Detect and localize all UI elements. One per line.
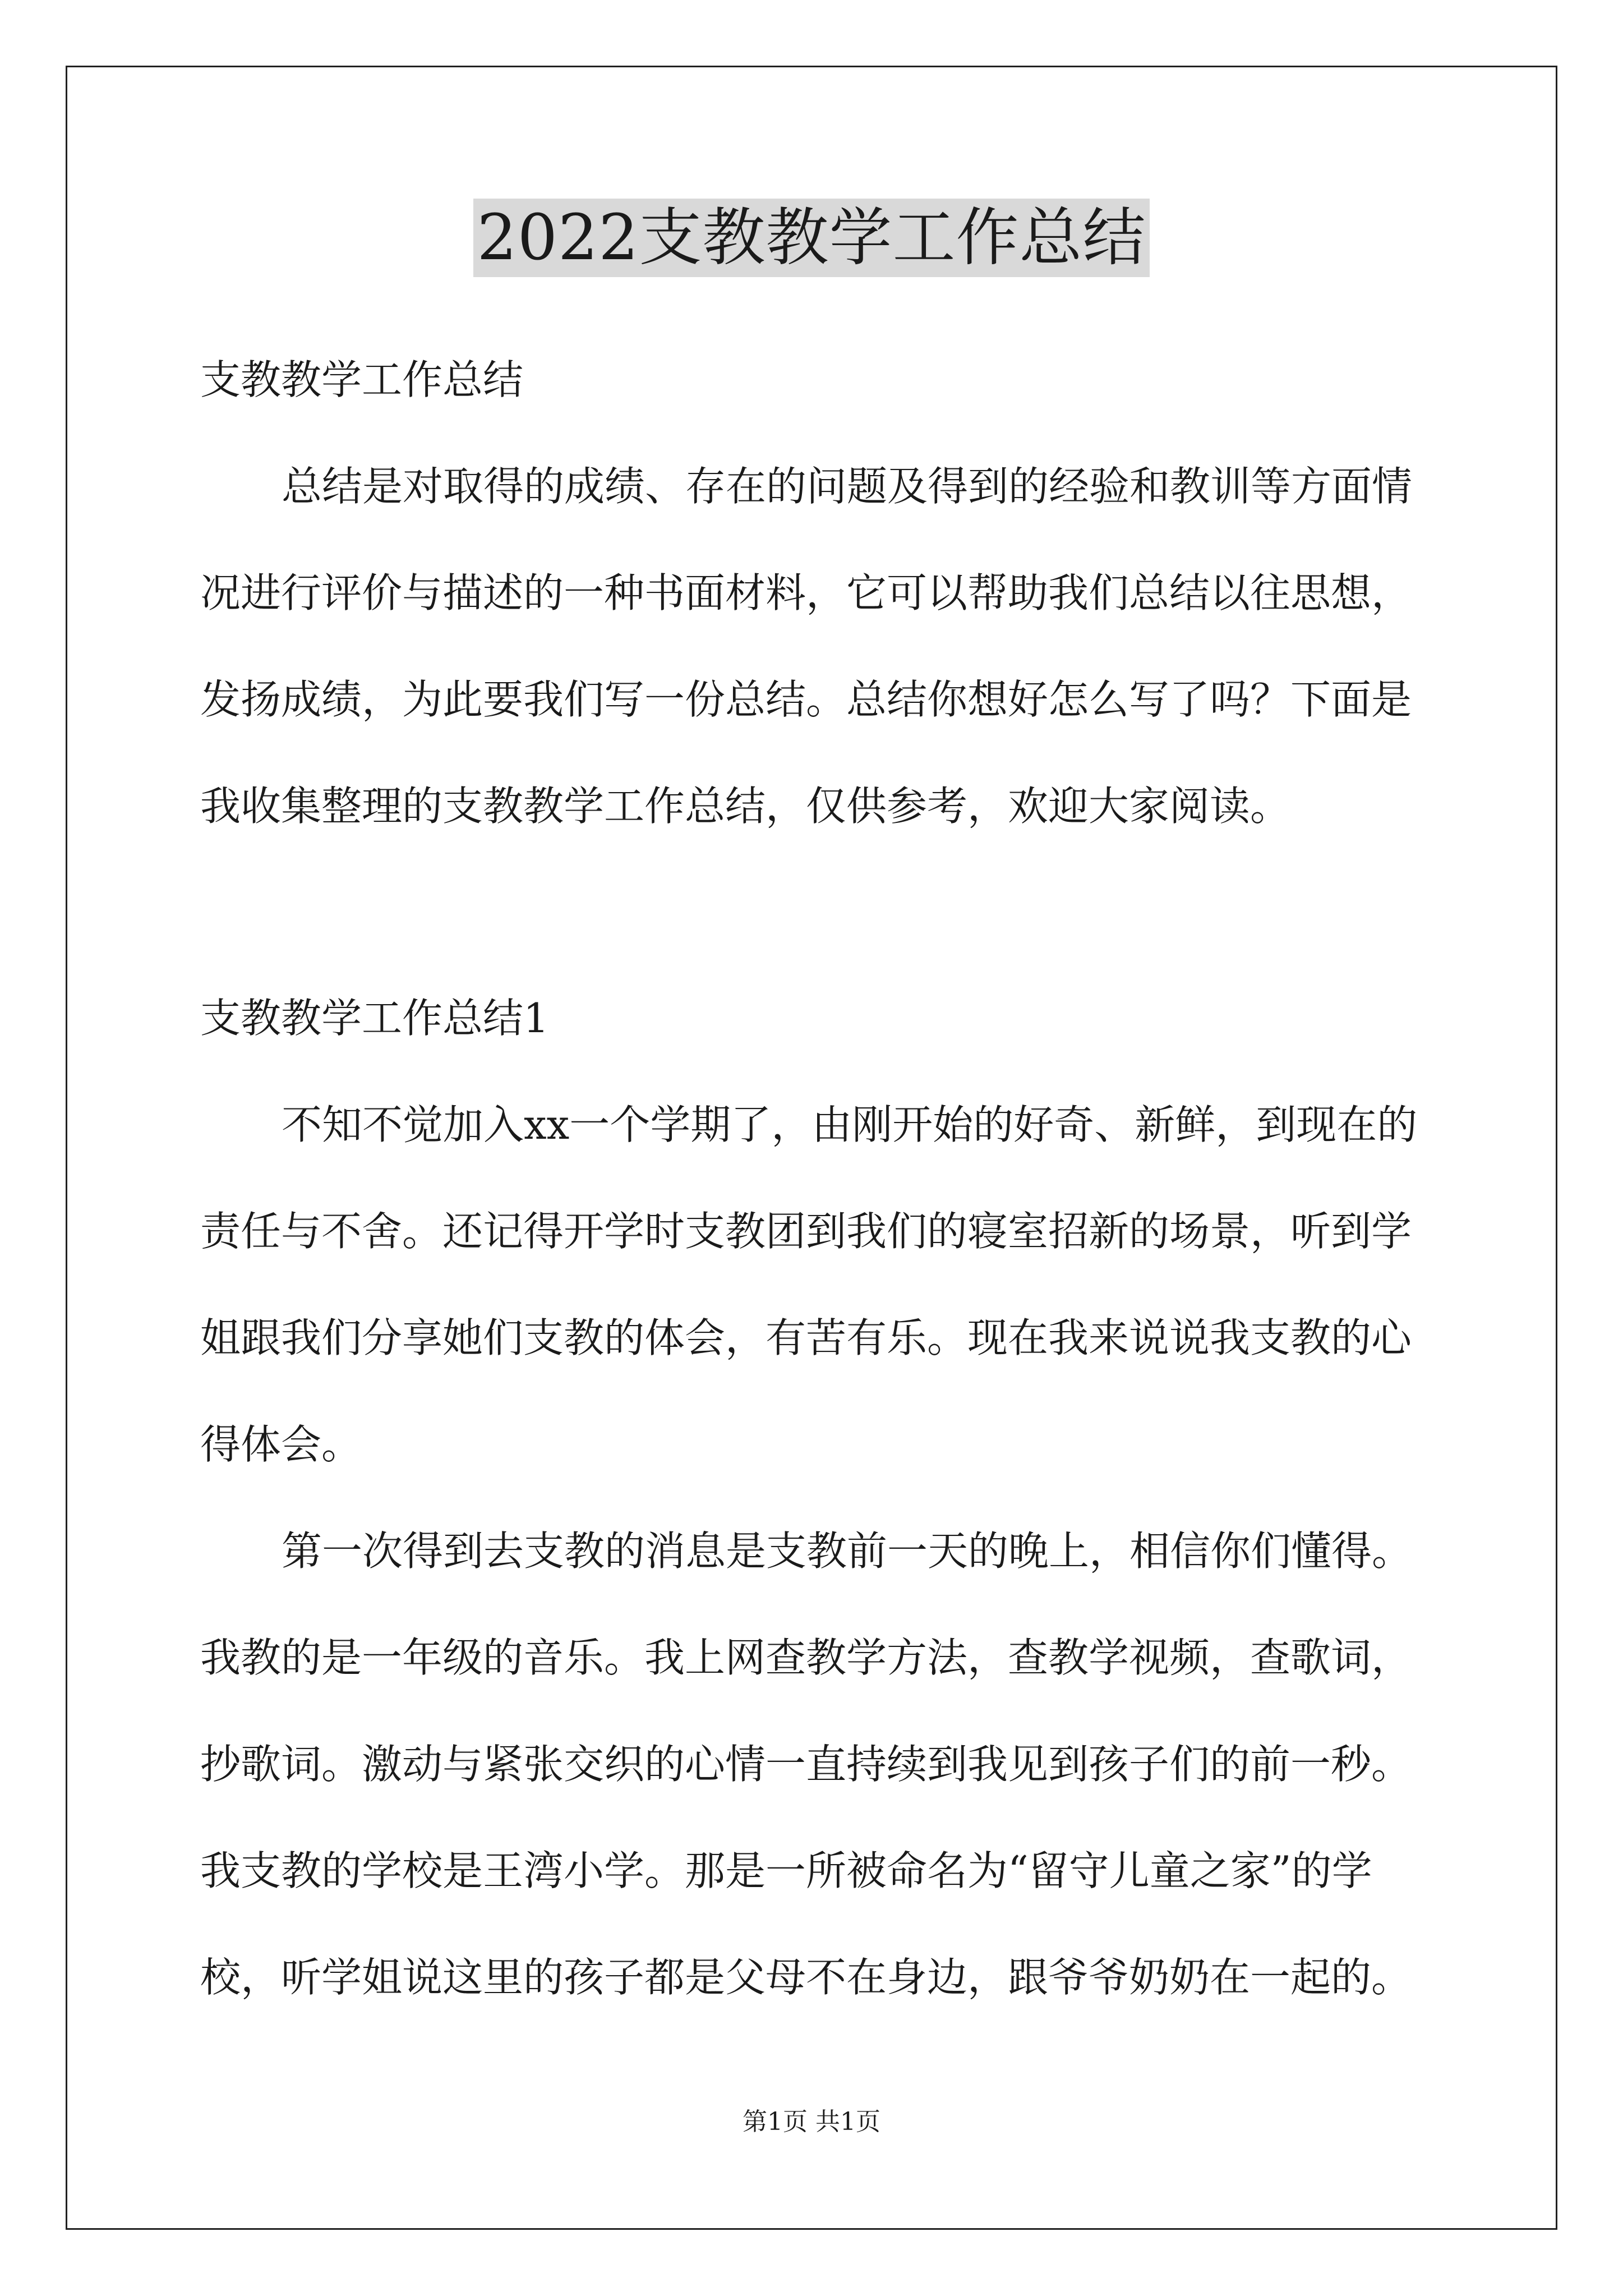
document-title: 2022支教教学工作总结 <box>473 199 1149 277</box>
title-container <box>0 199 1623 277</box>
paragraph-line: 第一次得到去支教的消息是支教前一天的晚上，相信你们懂得。 <box>282 1527 1413 1575</box>
paragraph-line: 我收集整理的支教教学工作总结，仅供参考，欢迎大家阅读。 <box>200 783 1291 830</box>
page-footer: 第1页 共1页 <box>743 2108 880 2136</box>
paragraph-line: 姐跟我们分享她们支教的体会，有苦有乐。现在我来说说我支教的心 <box>200 1314 1412 1361</box>
paragraph-line: 况进行评价与描述的一种书面材料，它可以帮助我们总结以往思想， <box>200 569 1412 616</box>
paragraph-line: 得体会。 <box>200 1421 362 1468</box>
paragraph-line: 不知不觉加入xx一个学期了，由刚开始的好奇、新鲜，到现在的 <box>282 1101 1418 1148</box>
paragraph-line: 总结是对取得的成绩、存在的问题及得到的经验和教训等方面情 <box>282 463 1413 510</box>
paragraph-line: 我教的是一年级的音乐。我上网查教学方法，查教学视频，查歌词， <box>200 1634 1412 1681</box>
paragraph-line: 我支教的学校是王湾小学。那是一所被命名为“留守儿童之家”的学 <box>200 1847 1372 1894</box>
section-heading: 支教教学工作总结1 <box>200 995 549 1042</box>
paragraph-line: 抄歌词。激动与紧张交织的心情一直持续到我见到孩子们的前一秒。 <box>200 1741 1412 1788</box>
paragraph-line: 发扬成绩，为此要我们写一份总结。总结你想好怎么写了吗？下面是 <box>200 676 1412 723</box>
paragraph-line: 责任与不舍。还记得开学时支教团到我们的寝室招新的场景，听到学 <box>200 1208 1412 1255</box>
section-heading: 支教教学工作总结 <box>200 356 524 403</box>
paragraph-line: 校，听学姐说这里的孩子都是父母不在身边，跟爷爷奶奶在一起的。 <box>200 1954 1412 2001</box>
